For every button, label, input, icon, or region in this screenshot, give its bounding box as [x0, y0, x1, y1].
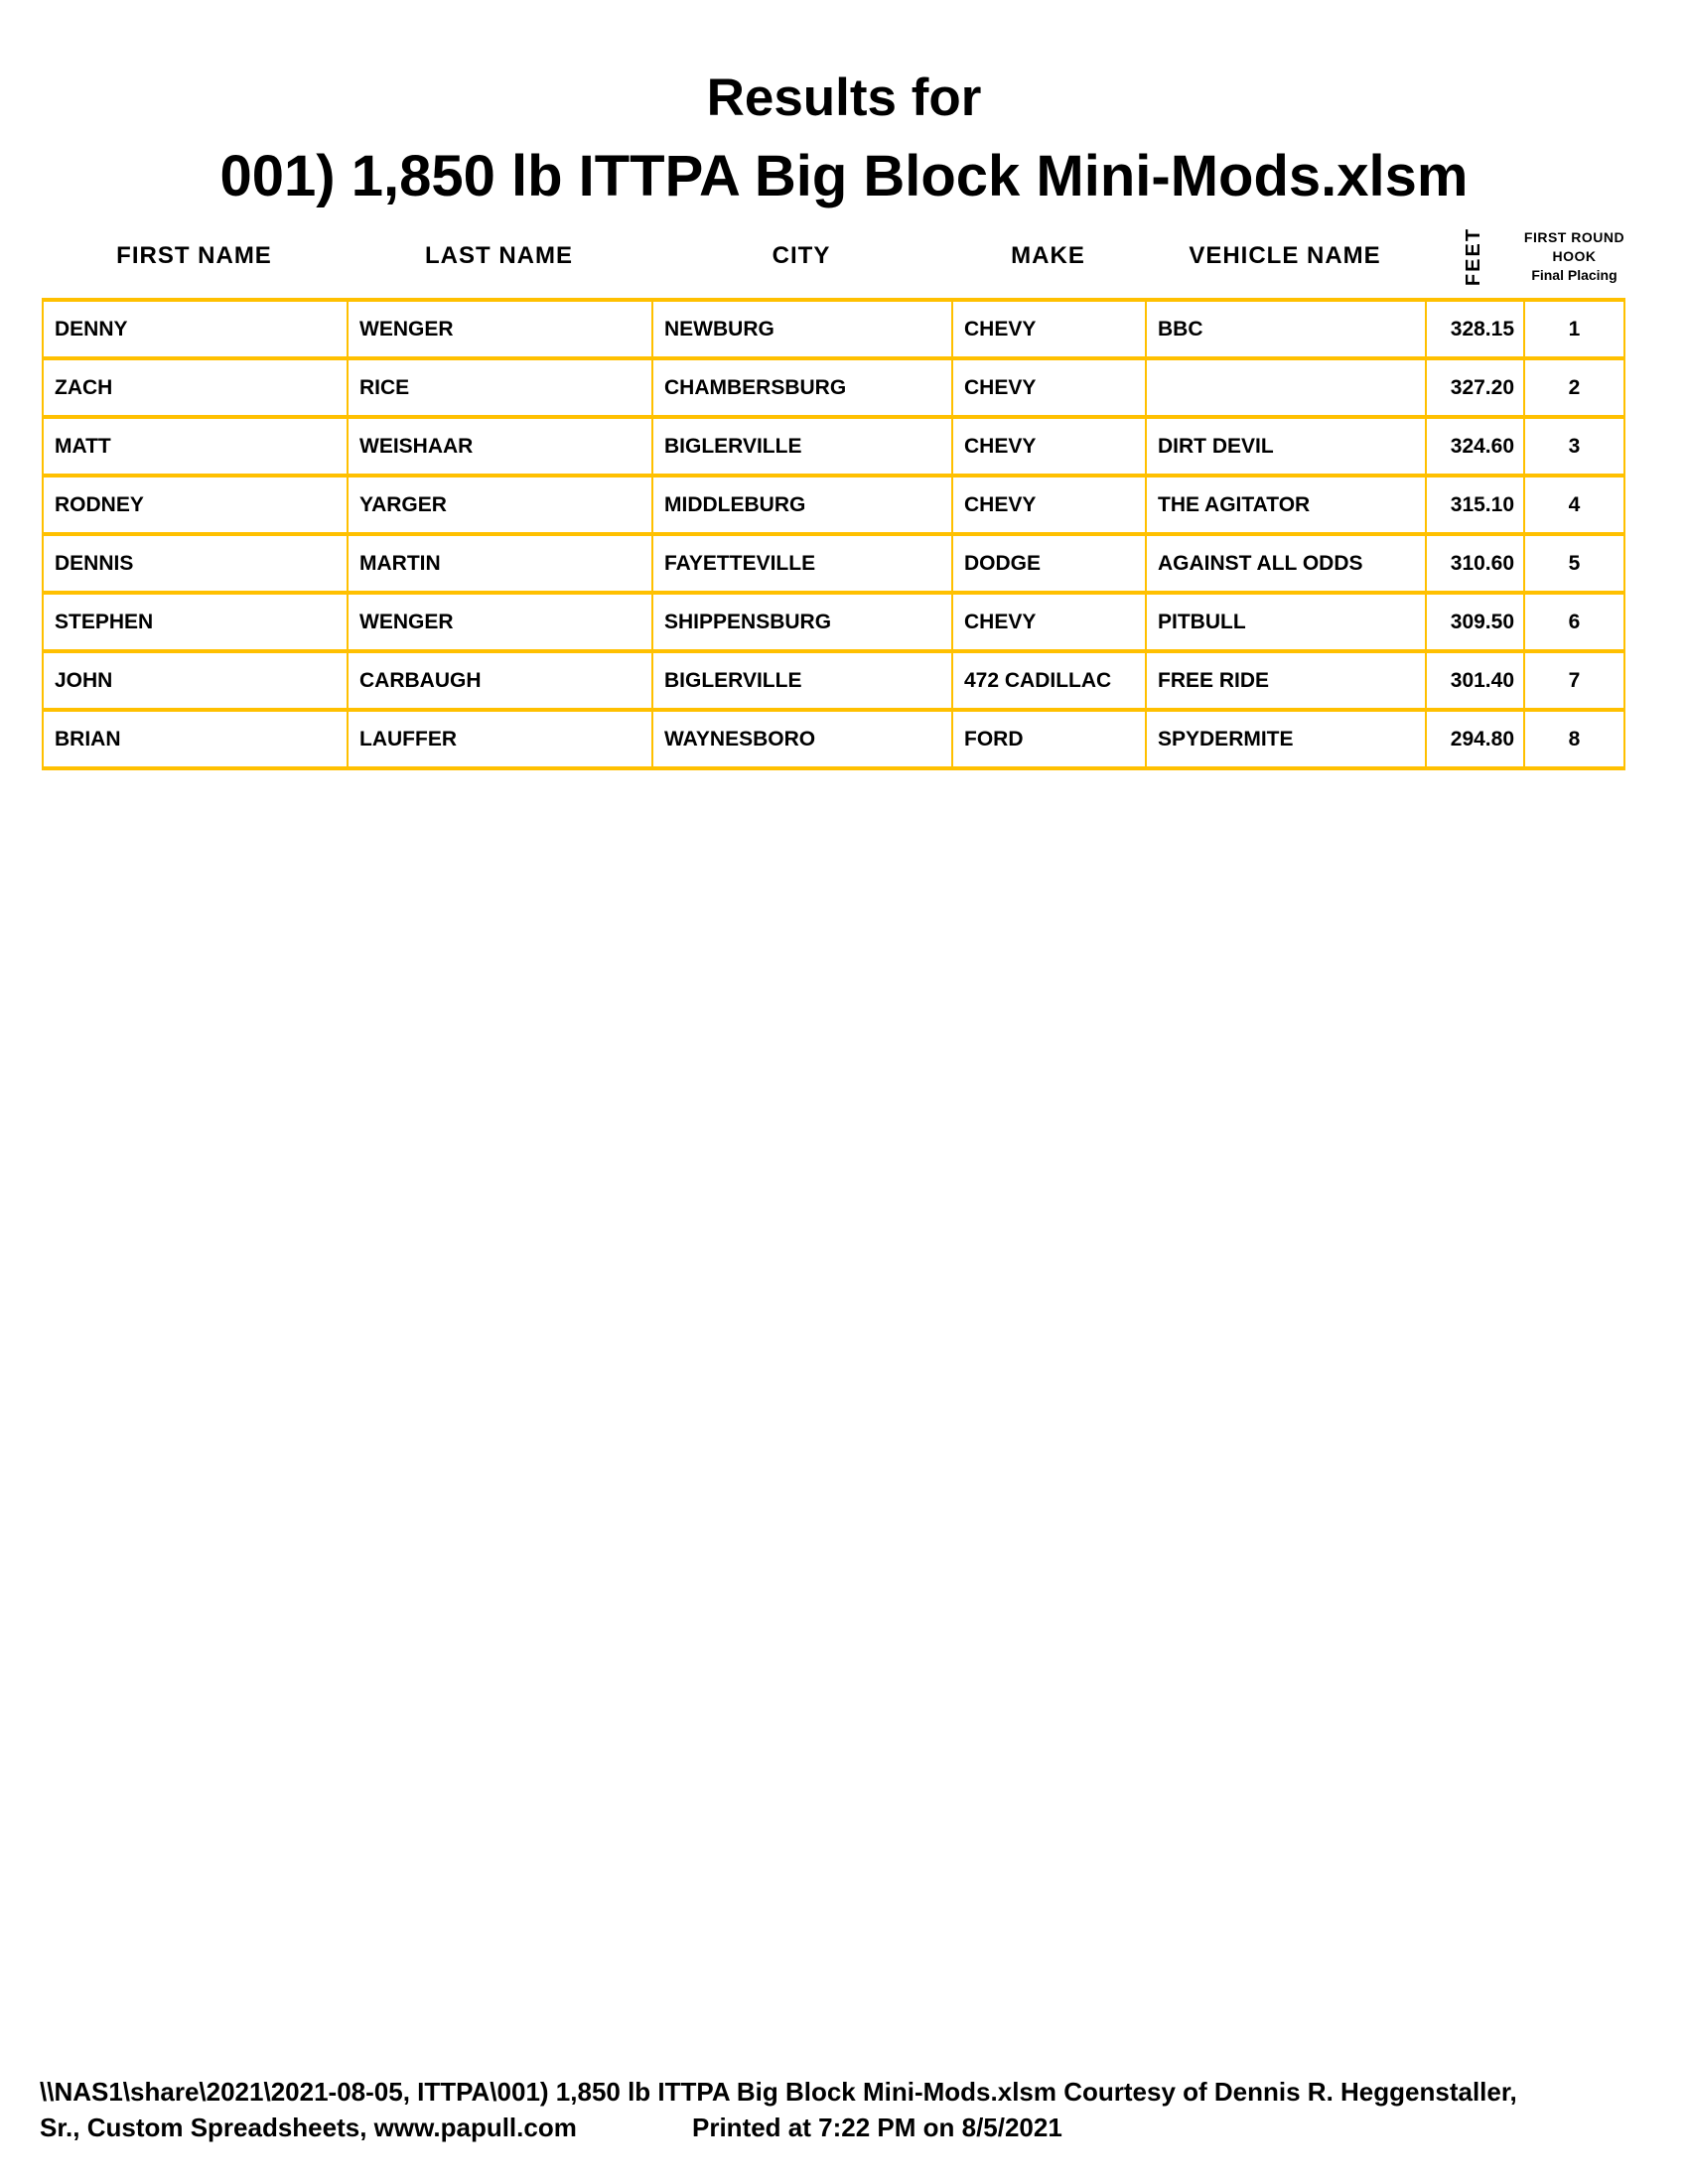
cell-city: NEWBURG	[651, 302, 951, 356]
cell-feet: 324.60	[1425, 419, 1523, 474]
table-row	[42, 595, 1625, 653]
cell-city: MIDDLEBURG	[651, 478, 951, 532]
cell-last-name: WENGER	[347, 595, 651, 649]
cell-make: CHEVY	[951, 360, 1145, 415]
cell-last-name: WEISHAAR	[347, 419, 651, 474]
cell-last-name: RICE	[347, 360, 651, 415]
cell-vehicle-name: BBC	[1145, 302, 1425, 356]
cell-city: BIGLERVILLE	[651, 419, 951, 474]
cell-feet: 309.50	[1425, 595, 1523, 649]
cell-feet: 301.40	[1425, 653, 1523, 708]
cell-placing: 6	[1523, 595, 1625, 649]
cell-feet: 328.15	[1425, 302, 1523, 356]
feet-vertical-label: FEET	[1463, 226, 1484, 286]
cell-last-name: LAUFFER	[347, 712, 651, 766]
cell-feet: 294.80	[1425, 712, 1523, 766]
cell-first-name: STEPHEN	[42, 595, 347, 649]
cell-feet: 327.20	[1425, 360, 1523, 415]
cell-first-name: JOHN	[42, 653, 347, 708]
cell-placing: 3	[1523, 419, 1625, 474]
cell-make: CHEVY	[951, 595, 1145, 649]
placing-header-line1: FIRST ROUND	[1523, 228, 1625, 245]
footer-file-path: \\NAS1\share\2021\2021-08-05, ITTPA\001) 1,850 lb ITTPA Big Block Mini-Mods.xlsm Courtesy of Dennis R. Heggenstaller,	[40, 2077, 1517, 2107]
cell-vehicle-name: SPYDERMITE	[1145, 712, 1425, 766]
cell-make: CHEVY	[951, 419, 1145, 474]
cell-city: CHAMBERSBURG	[651, 360, 951, 415]
cell-make: DODGE	[951, 536, 1145, 591]
column-header-make: MAKE	[1011, 242, 1085, 269]
cell-first-name: MATT	[42, 419, 347, 474]
cell-make: 472 CADILLAC	[951, 653, 1145, 708]
cell-vehicle-name: AGAINST ALL ODDS	[1145, 536, 1425, 591]
cell-placing: 1	[1523, 302, 1625, 356]
footer-credit: Sr., Custom Spreadsheets, www.papull.com	[40, 2113, 577, 2142]
cell-make: CHEVY	[951, 478, 1145, 532]
cell-last-name: CARBAUGH	[347, 653, 651, 708]
cell-placing: 2	[1523, 360, 1625, 415]
column-header-first-name: FIRST NAME	[116, 242, 272, 269]
table-row	[42, 478, 1625, 536]
table-row	[42, 536, 1625, 595]
cell-placing: 4	[1523, 478, 1625, 532]
column-header-city: CITY	[772, 242, 831, 269]
cell-make: CHEVY	[951, 302, 1145, 356]
cell-vehicle-name: DIRT DEVIL	[1145, 419, 1425, 474]
cell-feet: 310.60	[1425, 536, 1523, 591]
cell-placing: 7	[1523, 653, 1625, 708]
cell-feet: 315.10	[1425, 478, 1523, 532]
page-title: Results for	[706, 68, 982, 127]
footer-printed-info: Printed at 7:22 PM on 8/5/2021	[692, 2113, 1062, 2142]
cell-last-name: MARTIN	[347, 536, 651, 591]
cell-first-name: ZACH	[42, 360, 347, 415]
cell-vehicle-name: PITBULL	[1145, 595, 1425, 649]
cell-city: WAYNESBORO	[651, 712, 951, 766]
column-header-feet	[1425, 214, 1523, 298]
cell-city: SHIPPENSBURG	[651, 595, 951, 649]
placing-header-line3: Final Placing	[1531, 266, 1618, 283]
table-row	[42, 302, 1625, 360]
cell-placing: 5	[1523, 536, 1625, 591]
table-header	[42, 214, 1625, 298]
placing-header-line2: HOOK	[1552, 247, 1597, 264]
cell-last-name: WENGER	[347, 302, 651, 356]
cell-city: FAYETTEVILLE	[651, 536, 951, 591]
column-header-vehicle-name: VEHICLE NAME	[1189, 242, 1381, 269]
cell-vehicle-name: FREE RIDE	[1145, 653, 1425, 708]
table-row	[42, 712, 1625, 770]
cell-first-name: DENNIS	[42, 536, 347, 591]
file-title: 001) 1,850 lb ITTPA Big Block Mini-Mods.xlsm	[219, 144, 1469, 208]
table-row	[42, 419, 1625, 478]
cell-vehicle-name: THE AGITATOR	[1145, 478, 1425, 532]
cell-vehicle-name	[1145, 360, 1425, 415]
column-header-last-name: LAST NAME	[425, 242, 573, 269]
table-row	[42, 360, 1625, 419]
results-table	[42, 298, 1625, 770]
cell-first-name: RODNEY	[42, 478, 347, 532]
cell-last-name: YARGER	[347, 478, 651, 532]
cell-make: FORD	[951, 712, 1145, 766]
cell-city: BIGLERVILLE	[651, 653, 951, 708]
table-row	[42, 653, 1625, 712]
cell-first-name: DENNY	[42, 302, 347, 356]
cell-placing: 8	[1523, 712, 1625, 766]
cell-first-name: BRIAN	[42, 712, 347, 766]
column-header-placing	[1523, 214, 1625, 298]
